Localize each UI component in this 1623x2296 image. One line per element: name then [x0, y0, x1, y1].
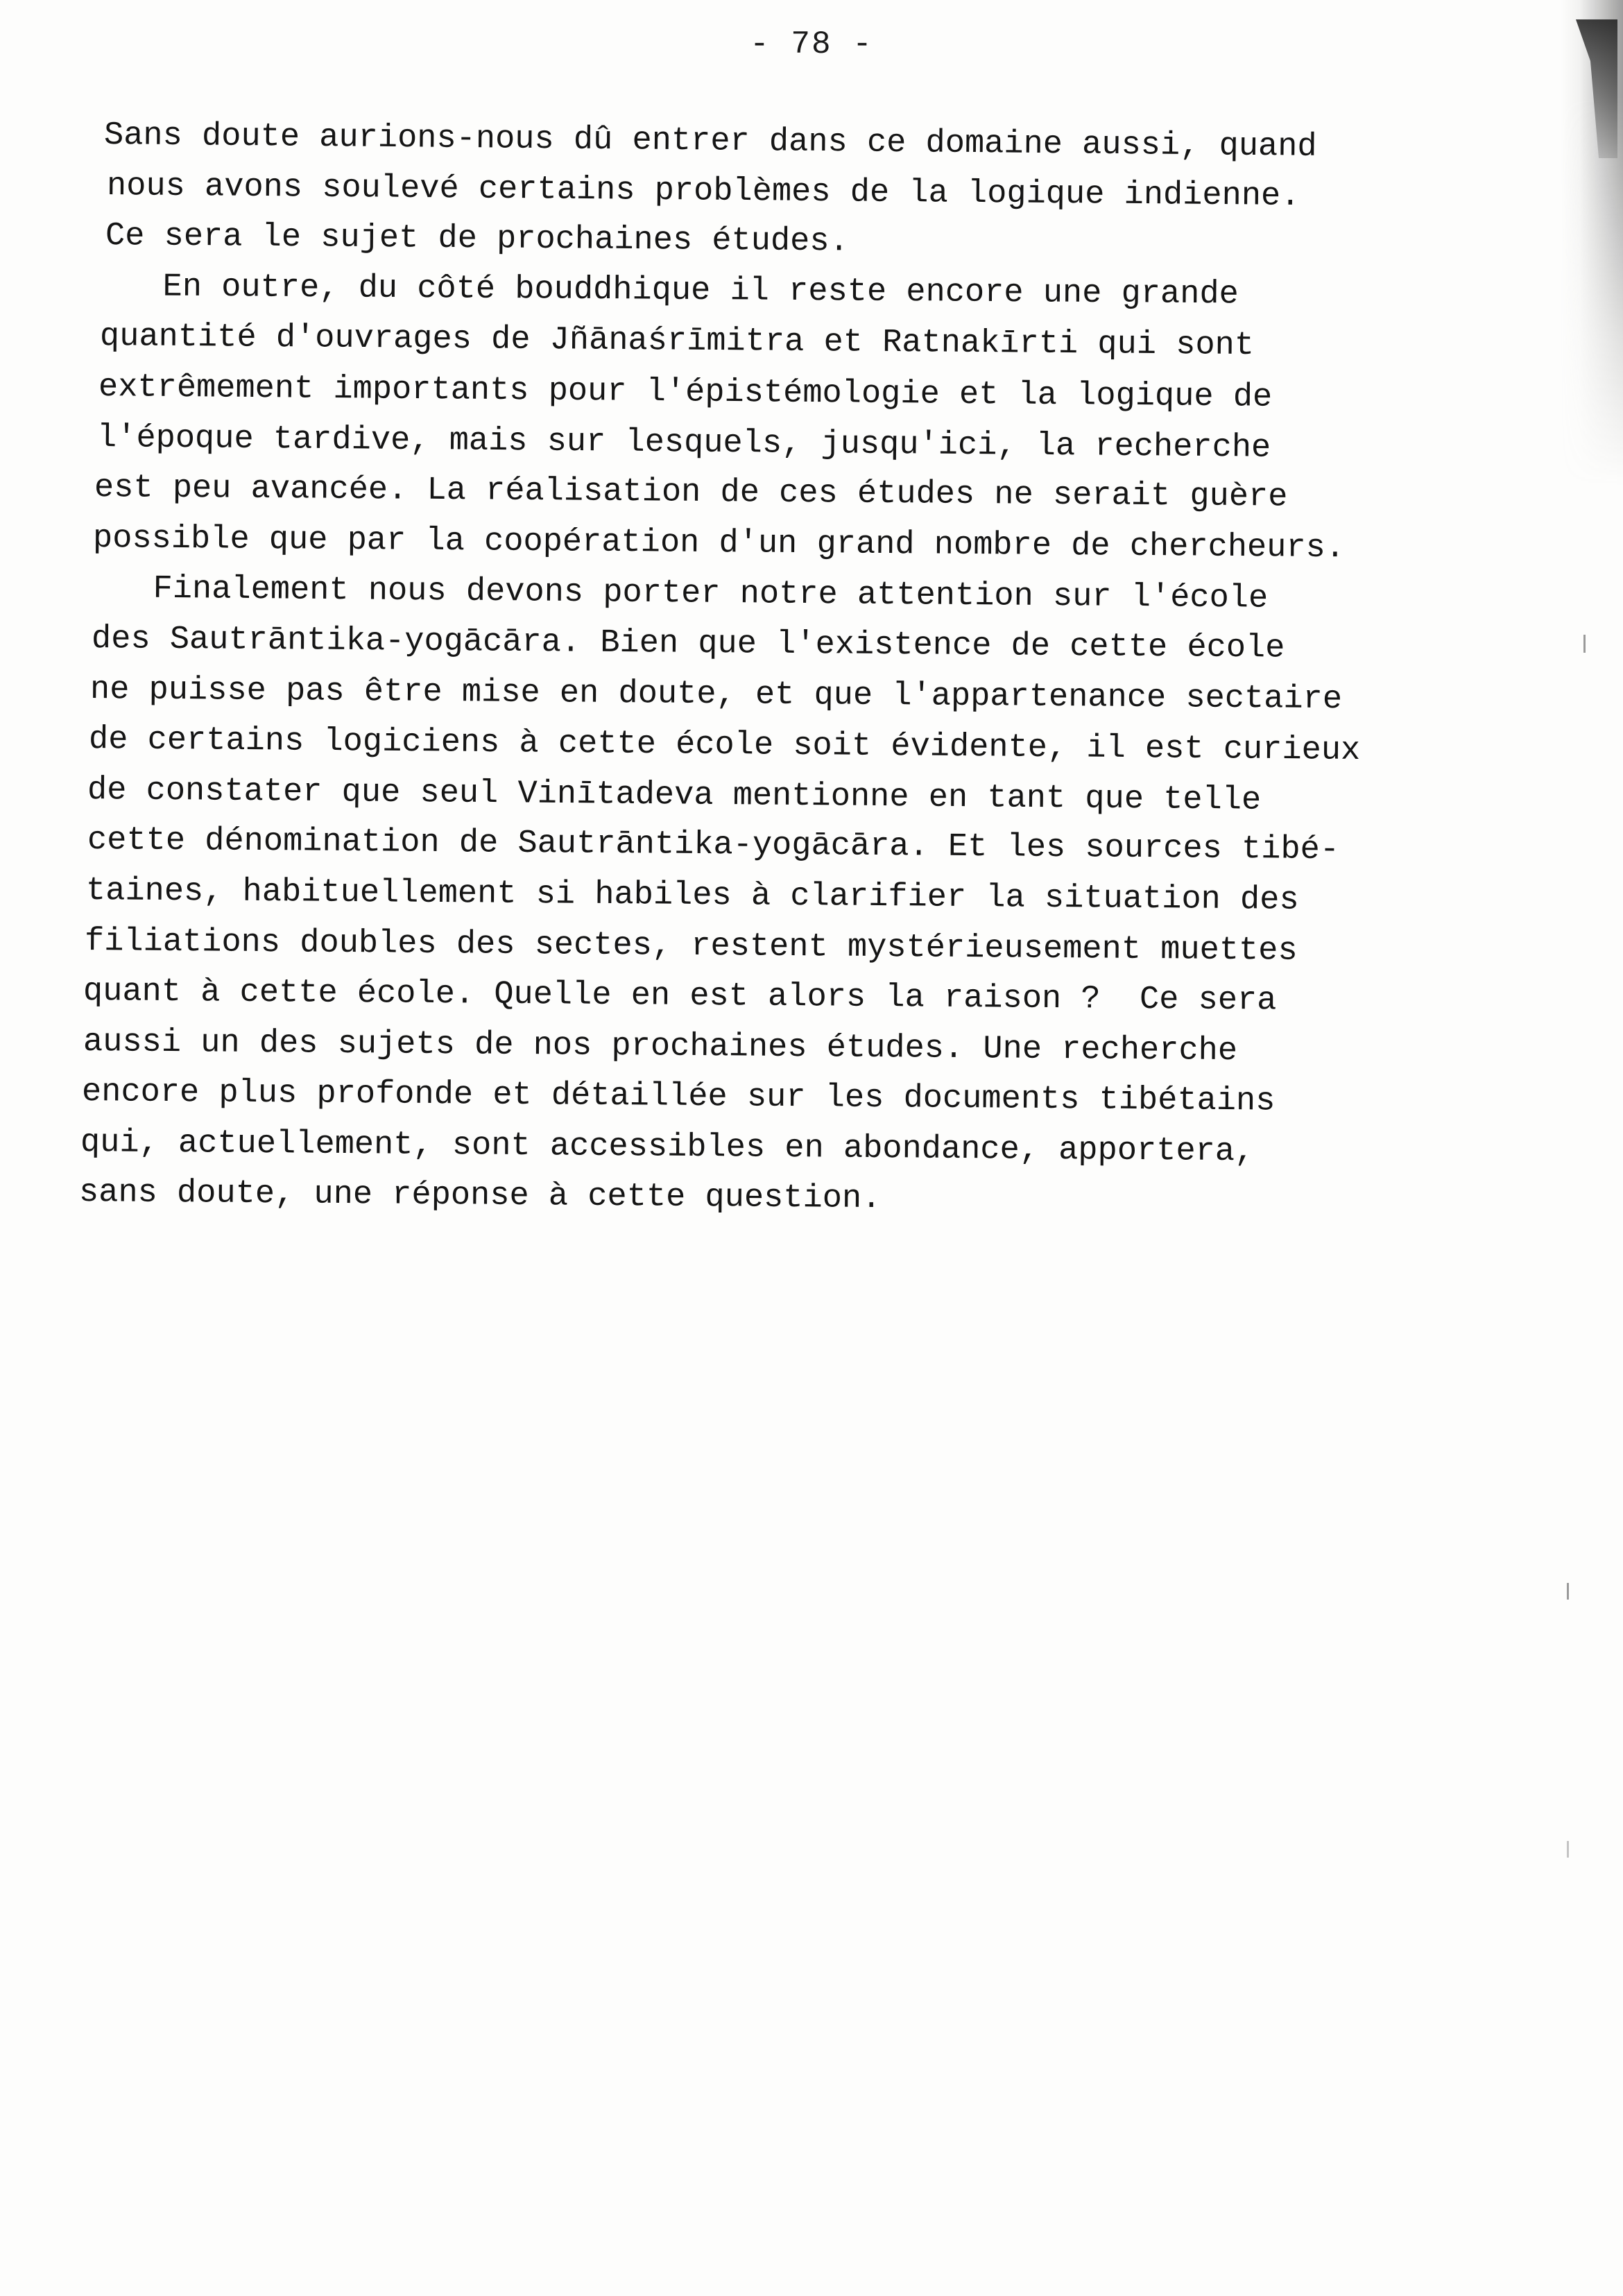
text-line: Ce sera le sujet de prochaines études.: [105, 218, 849, 261]
text-line: extrêmement importants pour l'épistémologie et la logique de: [98, 368, 1273, 416]
text-line: de certains logiciens à cette école soit évidente, il est curieux: [88, 721, 1361, 770]
text-line: nous avons soulevé certains problèmes de la logique indienne.: [106, 167, 1300, 215]
text-line: de constater que seul Vinītadeva mentionne en tant que telle: [87, 771, 1262, 819]
scan-tick-mark: [1567, 1841, 1569, 1858]
text-line: qui, actuellement, sont accessibles en abondance, apportera,: [80, 1124, 1255, 1171]
body-text: [78, 111, 1443, 1219]
text-line: filiations doubles des sectes, restent mystérieusement muettes: [84, 923, 1298, 970]
page-number: - 78 -: [750, 26, 873, 62]
text-line: sans doute, une réponse à cette question.: [78, 1174, 882, 1218]
text-line: quantité d'ouvrages de Jñānaśrīmitra et Ratnakīrti qui sont: [99, 318, 1255, 365]
scan-tick-mark: [1567, 1583, 1569, 1600]
scan-tick-mark: [1583, 635, 1586, 653]
text-line: cette dénomination de Sautrāntika-yogācāra. Et les sources tibé-: [87, 822, 1340, 869]
text-line: l'époque tardive, mais sur lesquels, jusqu'ici, la recherche: [96, 419, 1271, 467]
text-line: Finalement nous devons porter notre attention sur l'école: [94, 570, 1269, 618]
text-line: taines, habituellement si habiles à clarifier la situation des: [85, 872, 1299, 919]
text-line: des Sautrāntika-yogācāra. Bien que l'existence de cette école: [91, 620, 1285, 667]
text-line: Sans doute aurions-nous dû entrer dans ce domaine aussi, quand: [103, 117, 1317, 166]
text-line: est peu avancée. La réalisation de ces études ne serait guère: [94, 470, 1288, 516]
text-line: En outre, du côté bouddhique il reste encore une grande: [103, 268, 1239, 314]
text-line: ne puisse pas être mise en doute, et que l'appartenance sectaire: [89, 671, 1343, 718]
text-line: possible que par la coopération d'un grand nombre de chercheurs.: [92, 520, 1346, 567]
text-line: encore plus profonde et détaillée sur les documents tibétains: [81, 1074, 1276, 1120]
text-line: aussi un des sujets de nos prochaines études. Une recherche: [83, 1023, 1238, 1070]
text-line: quant à cette école. Quelle en est alors la raison ? Ce sera: [83, 973, 1277, 1020]
